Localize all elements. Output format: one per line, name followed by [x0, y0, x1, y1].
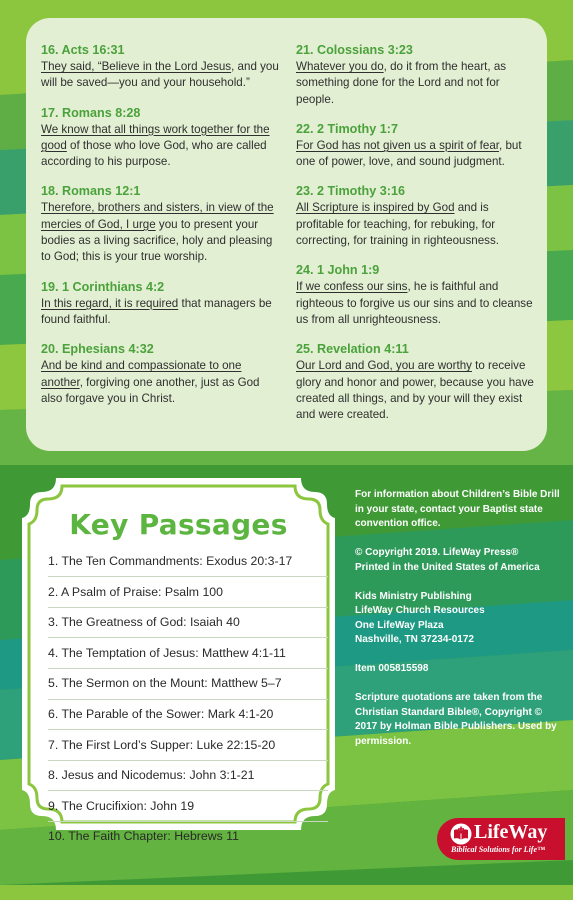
verse-21: [296, 43, 538, 108]
verses-right-column: [296, 43, 538, 437]
verse-16: [41, 43, 281, 92]
printed-line: Printed in the United States of America: [355, 561, 540, 573]
verse-rest: , forgiving one another, just as God also forgave you in Christ.: [41, 375, 260, 405]
key-passages-list: [48, 553, 328, 858]
verse-ref: 16. Acts 16:31: [41, 43, 125, 57]
verse-text: [41, 200, 281, 265]
verse-key-phrase: For God has not given us a spirit of fear: [296, 138, 499, 152]
verse-text: [296, 200, 538, 249]
verse-text: [296, 59, 538, 108]
verse-text: [41, 59, 281, 92]
list-item: 10. The Faith Chapter: Hebrews 11: [48, 829, 239, 844]
address-block: [355, 590, 565, 648]
verse-ref: 21. Colossians 3:23: [296, 43, 413, 57]
verse-key-phrase: Whatever you do: [296, 60, 384, 73]
key-passages-title: Key Passages: [69, 508, 288, 541]
verse-19: [41, 280, 281, 329]
list-item: 9. The Crucifixion: John 19: [48, 798, 328, 822]
verse-rest: , he is faithful and righteous to forgive us our sins and to cleanse us from all unrighteousness.: [296, 280, 533, 326]
verse-key-phrase: Our Lord and God, you are worthy: [296, 359, 472, 373]
verse-key-phrase: They said, “Believe in the Lord Jesus: [41, 60, 232, 73]
verse-key-phrase: All Scripture is inspired by God: [296, 201, 455, 215]
verse-text: [296, 138, 538, 171]
logo-wordmark: LifeWay: [474, 821, 548, 843]
verse-22: [296, 122, 538, 171]
verse-text: [296, 279, 538, 328]
verse-rest: , but one of power, love, and sound judgment.: [296, 138, 522, 169]
verse-ref: 20. Ephesians 4:32: [41, 342, 154, 357]
verse-rest: that managers be found faithful.: [41, 296, 272, 326]
list-item: 7. The First Lord’s Supper: Luke 22:15-20: [48, 737, 328, 761]
verse-24: [296, 263, 538, 328]
verse-text: [41, 296, 281, 329]
copyright-block: [355, 546, 565, 575]
verse-ref: 25. Revelation 4:11: [296, 342, 409, 357]
verse-key-phrase: And be kind and compassionate to one another: [41, 359, 242, 389]
publisher-info: [355, 488, 565, 764]
address-line: Nashville, TN 37234-0172: [355, 634, 474, 645]
list-item: 4. The Temptation of Jesus: Matthew 4:1-11: [48, 645, 328, 669]
verse-ref: 19. 1 Corinthians 4:2: [41, 279, 165, 294]
verse-rest: to receive glory and honor and power, because you have created all things, and by your will they exist and were created.: [296, 359, 534, 422]
lifeway-logo: [437, 818, 565, 860]
verses-left-column: [41, 43, 281, 421]
verse-17: [41, 106, 281, 171]
contact-note: For information about Children’s Bible Drill in your state, contact your Baptist state convention office.: [355, 489, 560, 529]
verse-ref: 17. Romans 8:28: [41, 105, 141, 120]
verse-text: [296, 358, 538, 423]
address-line: One LifeWay Plaza: [355, 619, 444, 631]
open-bible-icon: [450, 823, 472, 845]
verse-rest: , and you will be saved—you and your household.”: [41, 60, 279, 90]
list-item: 5. The Sermon on the Mount: Matthew 5–7: [48, 675, 328, 699]
verse-ref: 22. 2 Timothy 1:7: [296, 121, 398, 136]
list-item: 2. A Psalm of Praise: Psalm 100: [48, 584, 328, 608]
verse-key-phrase: Therefore, brothers and sisters, in view of the mercies of God, I urge: [41, 201, 274, 231]
verse-23: [296, 184, 538, 249]
list-item: 6. The Parable of the Sower: Mark 4:1-20: [48, 706, 328, 730]
verse-rest: you to present your bodies as a living sacrifice, holy and pleasing to God; this is your true worship.: [41, 217, 273, 264]
list-item: 8. Jesus and Nicodemus: John 3:1-21: [48, 767, 328, 791]
verses-panel: [26, 18, 547, 451]
verse-rest: , do it from the heart, as something done for the Lord and not for people.: [296, 60, 507, 106]
verse-rest: of those who love God, who are called according to his purpose.: [41, 138, 267, 169]
verse-ref: 23. 2 Timothy 3:16: [296, 184, 405, 199]
verse-ref: 24. 1 John 1:9: [296, 263, 380, 278]
verse-rest: and is profitable for teaching, for rebuking, for correcting, for training in righteousness.: [296, 201, 499, 248]
verse-text: [41, 358, 281, 407]
address-line: LifeWay Church Resources: [355, 605, 485, 616]
verse-18: [41, 184, 281, 265]
verse-text: [41, 122, 281, 171]
verse-25: [296, 342, 538, 423]
verse-ref: 18. Romans 12:1: [41, 184, 141, 199]
logo-tagline: Biblical Solutions for Life™: [451, 845, 546, 854]
scripture-note: Scripture quotations are taken from the Christian Standard Bible®, Copyright © 2017 by Holman Bible Publishers. Used by permission.: [355, 692, 557, 747]
list-item: 1. The Ten Commandments: Exodus 20:3-17: [48, 553, 328, 577]
copyright-line: © Copyright 2019. LifeWay Press®: [355, 547, 519, 558]
list-item: 3. The Greatness of God: Isaiah 40: [48, 614, 328, 638]
verse-key-phrase: If we confess our sins: [296, 280, 408, 294]
verse-key-phrase: In this regard, it is required: [41, 296, 179, 310]
verse-key-phrase: We know that all things work together for the good: [41, 122, 270, 152]
item-number: Item 005815598: [355, 663, 429, 674]
verse-20: [41, 342, 281, 407]
address-line: Kids Ministry Publishing: [355, 590, 472, 602]
